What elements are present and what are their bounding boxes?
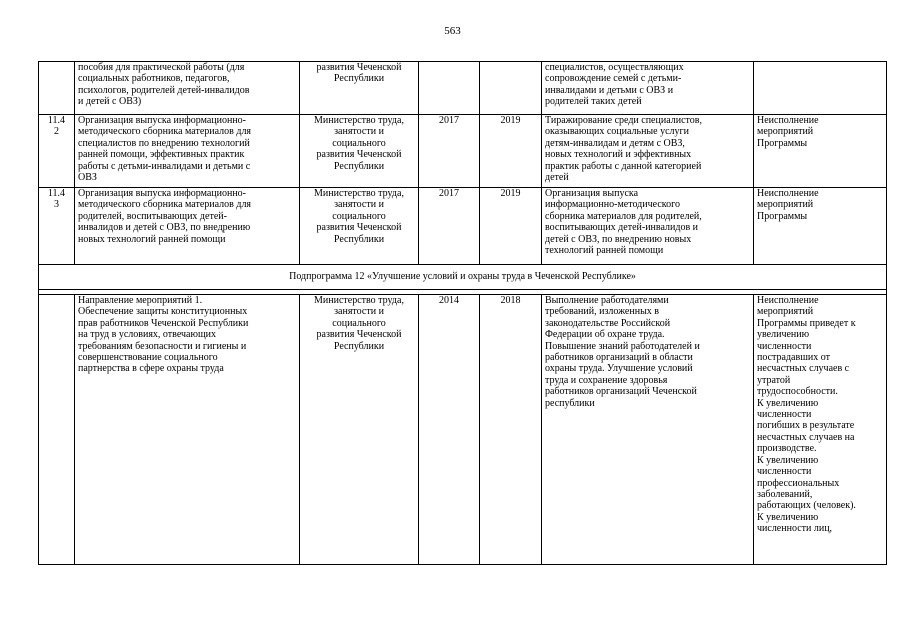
expected-result: Организация выпуска информационно-методического сборника материалов для родителей, воспитывающих детей-инвалидов и детей с ОВЗ, по внедрению новых технологий ранней помощи	[542, 188, 754, 265]
activity-name: Организация выпуска информационно- методического сборника материалов для родителей, воспитывающих детей- инвалидов и детей с ОВЗ, по внедрению новых технологий ранней помощи	[75, 188, 300, 265]
start-year: 2014	[419, 295, 480, 565]
end-year: 2019	[480, 188, 542, 265]
executor: Министерство труда, занятости и социального развития Чеченской Республики	[300, 115, 419, 188]
subprogram-title: Подпрограмма 12 «Улучшение условий и охраны труда в Чеченской Республике»	[39, 265, 887, 290]
row-number: 11.4 3	[39, 188, 75, 265]
consequence: Неисполнение мероприятий Программы приведет к увеличению численности пострадавших от несчастных случаев с утратой трудоспособности. К увеличению численности погибших в результате несчастных случаев на производстве. К увеличению численности профессиональных заболеваний, работающих (человек). К увеличению численности лиц,	[754, 295, 887, 565]
start-year: 2017	[419, 115, 480, 188]
expected-result: специалистов, осуществляющих сопровождение семей с детьми- инвалидами и детьми с ОВЗ и родителей таких детей	[542, 62, 754, 115]
table-row	[39, 295, 887, 565]
end-year: 2018	[480, 295, 542, 565]
end-year: 2019	[480, 115, 542, 188]
page-number: 563	[444, 25, 461, 37]
start-year	[419, 62, 480, 115]
row-number	[39, 295, 75, 565]
activity-name: пособия для практической работы (для социальных работников, педагогов, психологов, родителей детей-инвалидов и детей с ОВЗ)	[75, 62, 300, 115]
row-number	[39, 62, 75, 115]
expected-result: Тиражирование среди специалистов, оказывающих социальные услуги детям-инвалидам и детям с ОВЗ, новых технологий и эффективных практик работы с данной категорией детей	[542, 115, 754, 188]
executor: развития Чеченской Республики	[300, 62, 419, 115]
end-year	[480, 62, 542, 115]
activity-name: Направление мероприятий 1. Обеспечение защиты конституционных прав работников Чеченской Республики на труд в условиях, отвечающих требованиям безопасности и гигиены и совершенствование социального партнерства в сфере охраны труда	[75, 295, 300, 565]
expected-result: Выполнение работодателями требований, изложенных в законодательстве Российской Федерации об охране труда. Повышение знаний работодателей и работников организаций в области охраны труда. Улучшение условий труда и сохранение здоровья работников организаций Чеченской республики	[542, 295, 754, 565]
consequence: Неисполнение мероприятий Программы	[754, 115, 887, 188]
program-table	[38, 61, 887, 565]
consequence	[754, 62, 887, 115]
subprogram-header-row	[39, 265, 887, 290]
table-row	[39, 115, 887, 188]
row-number: 11.4 2	[39, 115, 75, 188]
start-year: 2017	[419, 188, 480, 265]
activity-name: Организация выпуска информационно- методического сборника материалов для специалистов по внедрению технологий ранней помощи, эффективных практик работы с детьми-инвалидами и детьми с ОВЗ	[75, 115, 300, 188]
table-row	[39, 62, 887, 115]
executor: Министерство труда, занятости и социального развития Чеченской Республики	[300, 295, 419, 565]
executor: Министерство труда, занятости и социального развития Чеченской Республики	[300, 188, 419, 265]
table-row	[39, 188, 887, 265]
consequence: Неисполнение мероприятий Программы	[754, 188, 887, 265]
